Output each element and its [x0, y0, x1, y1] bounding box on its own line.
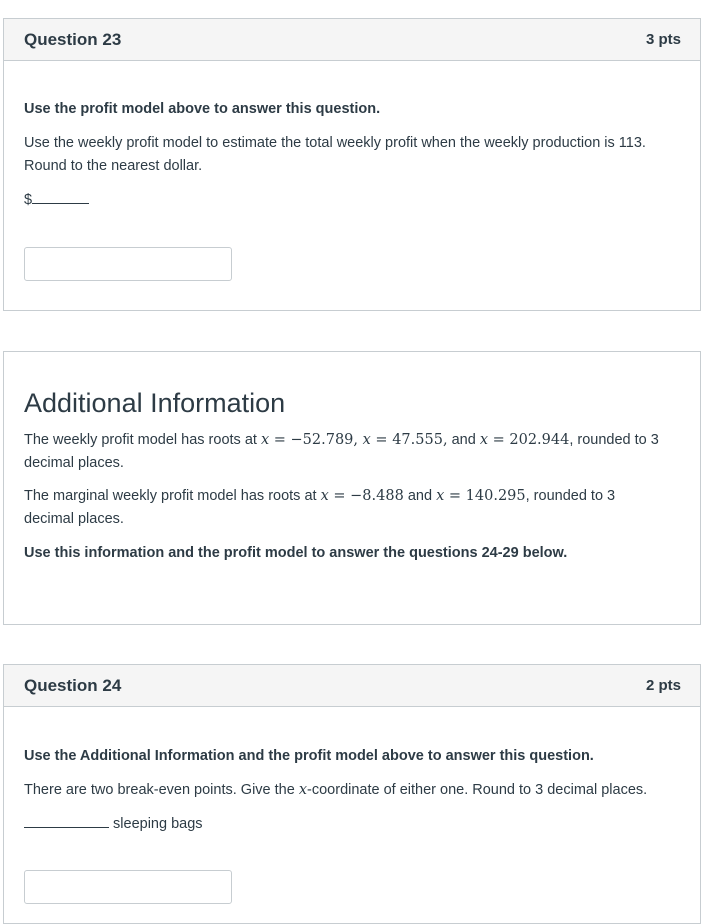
question-instruction: Use the Additional Information and the profit model above to answer this question.	[24, 748, 594, 764]
answer-line	[24, 189, 680, 212]
question-points: 2 pts	[645, 677, 681, 694]
answer-line	[24, 813, 680, 836]
info-title: Additional Information	[24, 388, 286, 418]
blank-line	[24, 813, 109, 828]
info-body	[4, 386, 700, 565]
roots-text: The weekly profit model has roots at x = −52.789, x = 47.555, and x = 202.944, rounded to 3 decimal places.	[24, 432, 659, 471]
additional-info-card	[3, 351, 701, 625]
answer-input[interactable]	[24, 870, 232, 904]
answer-input[interactable]	[24, 247, 232, 281]
question-prompt: Use the weekly profit model to estimate the total weekly profit when the weekly production is 113. Round to the nearest dollar.	[24, 135, 646, 174]
blank-line	[32, 189, 89, 204]
info-instruction: Use this information and the profit model to answer the questions 24-29 below.	[24, 545, 568, 561]
question-header	[4, 665, 700, 707]
currency-symbol: $	[24, 192, 33, 208]
question-points: 3 pts	[645, 31, 681, 48]
question-body	[4, 745, 700, 836]
marginal-roots-text: The marginal weekly profit model has roots at x = −8.488 and x = 140.295, rounded to 3 decimal places.	[24, 488, 616, 527]
unit-label: sleeping bags	[113, 816, 203, 832]
question-24-card	[3, 664, 701, 924]
question-title: Question 24	[24, 675, 122, 695]
question-prompt: There are two break-even points. Give the x-coordinate of either one. Round to 3 decimal places.	[24, 782, 648, 798]
question-header	[4, 19, 700, 61]
question-instruction: Use the profit model above to answer this question.	[24, 101, 381, 117]
question-body	[4, 98, 700, 212]
question-title: Question 23	[24, 29, 122, 49]
question-23-card	[3, 18, 701, 311]
